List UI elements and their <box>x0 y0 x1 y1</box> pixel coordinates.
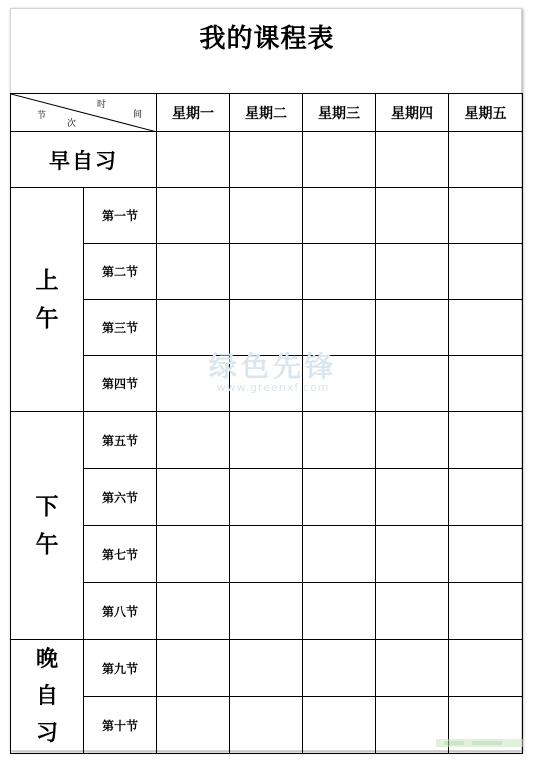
schedule-cell[interactable] <box>303 583 376 640</box>
period-row <box>11 469 523 526</box>
schedule-cell[interactable] <box>230 640 303 697</box>
schedule-cell[interactable] <box>157 244 230 300</box>
corner-logo-stamp <box>436 736 524 750</box>
schedule-cell[interactable] <box>449 188 523 244</box>
schedule-cell[interactable] <box>449 526 523 583</box>
schedule-cell[interactable] <box>303 356 376 412</box>
group-afternoon-char: 下 <box>35 492 59 520</box>
period-label: 第八节 <box>84 583 157 640</box>
schedule-cell[interactable] <box>230 526 303 583</box>
schedule-cell[interactable] <box>376 188 449 244</box>
schedule-cell[interactable] <box>376 356 449 412</box>
schedule-cell[interactable] <box>230 300 303 356</box>
period-label: 第二节 <box>84 244 157 300</box>
period-row <box>11 583 523 640</box>
schedule-cell[interactable] <box>157 469 230 526</box>
schedule-cell[interactable] <box>230 412 303 469</box>
schedule-cell[interactable] <box>157 300 230 356</box>
schedule-cell[interactable] <box>376 412 449 469</box>
period-row <box>11 356 523 412</box>
group-afternoon-char: 午 <box>35 530 59 558</box>
schedule-cell[interactable] <box>230 188 303 244</box>
schedule-cell[interactable] <box>449 132 523 188</box>
group-evening-char: 晚 <box>35 646 58 672</box>
period-label: 第七节 <box>84 526 157 583</box>
schedule-cell[interactable] <box>376 640 449 697</box>
period-row <box>11 526 523 583</box>
schedule-cell[interactable] <box>157 640 230 697</box>
corner-section-left: 节 <box>37 111 47 121</box>
schedule-cell[interactable] <box>376 132 449 188</box>
schedule-cell[interactable] <box>449 640 523 697</box>
schedule-cell[interactable] <box>303 244 376 300</box>
schedule-cell[interactable] <box>230 469 303 526</box>
schedule-cell[interactable] <box>230 356 303 412</box>
day-header-mon: 星期一 <box>157 94 230 132</box>
schedule-cell[interactable] <box>376 244 449 300</box>
schedule-cell[interactable] <box>449 244 523 300</box>
period-row <box>11 412 523 469</box>
period-label: 第十节 <box>84 697 157 754</box>
schedule-table <box>10 93 523 754</box>
group-morning <box>11 188 84 412</box>
day-header-wed: 星期三 <box>303 94 376 132</box>
schedule-cell[interactable] <box>230 697 303 754</box>
morning-study-label: 早自习 <box>11 132 157 188</box>
schedule-cell[interactable] <box>230 132 303 188</box>
group-morning-char: 上 <box>35 266 59 294</box>
schedule-cell[interactable] <box>303 188 376 244</box>
schedule-cell[interactable] <box>157 188 230 244</box>
group-evening-char: 习 <box>35 720 58 746</box>
corner-section-right: 次 <box>67 119 77 129</box>
period-row <box>11 188 523 244</box>
schedule-cell[interactable] <box>230 583 303 640</box>
period-label: 第一节 <box>84 188 157 244</box>
period-row <box>11 300 523 356</box>
period-label: 第四节 <box>84 356 157 412</box>
schedule-cell[interactable] <box>449 469 523 526</box>
corner-time-bottom: 间 <box>133 110 143 120</box>
page-title: 我的课程表 <box>199 24 335 54</box>
period-label: 第三节 <box>84 300 157 356</box>
schedule-cell[interactable] <box>230 244 303 300</box>
corner-cell <box>11 94 157 132</box>
schedule-cell[interactable] <box>303 640 376 697</box>
watermark-main: 绿色先锋 <box>208 350 337 383</box>
schedule-cell[interactable] <box>157 412 230 469</box>
day-header-fri: 星期五 <box>449 94 523 132</box>
schedule-cell[interactable] <box>157 132 230 188</box>
schedule-cell[interactable] <box>303 412 376 469</box>
morning-study-row <box>11 132 523 188</box>
schedule-cell[interactable] <box>157 583 230 640</box>
schedule-cell[interactable] <box>376 300 449 356</box>
schedule-cell[interactable] <box>449 412 523 469</box>
schedule-cell[interactable] <box>449 356 523 412</box>
period-row <box>11 244 523 300</box>
period-row <box>11 640 523 697</box>
schedule-cell[interactable] <box>449 300 523 356</box>
period-label: 第九节 <box>84 640 157 697</box>
schedule-cell[interactable] <box>303 526 376 583</box>
day-header-thu: 星期四 <box>376 94 449 132</box>
schedule-cell[interactable] <box>157 526 230 583</box>
watermark-url: www.greenxf.com <box>216 381 330 394</box>
group-morning-char: 午 <box>35 304 59 332</box>
corner-time-top: 时 <box>97 100 107 110</box>
group-evening-char: 自 <box>35 683 58 709</box>
schedule-cell[interactable] <box>303 469 376 526</box>
schedule-cell[interactable] <box>376 469 449 526</box>
period-label: 第六节 <box>84 469 157 526</box>
schedule-cell[interactable] <box>157 697 230 754</box>
schedule-cell[interactable] <box>303 132 376 188</box>
schedule-cell[interactable] <box>376 526 449 583</box>
header-row <box>11 94 523 132</box>
schedule-cell[interactable] <box>376 583 449 640</box>
schedule-cell[interactable] <box>449 583 523 640</box>
schedule-cell[interactable] <box>303 300 376 356</box>
group-afternoon <box>11 412 84 640</box>
period-label: 第五节 <box>84 412 157 469</box>
schedule-cell[interactable] <box>157 356 230 412</box>
group-evening <box>11 640 84 754</box>
day-header-tue: 星期二 <box>230 94 303 132</box>
schedule-cell[interactable] <box>303 697 376 754</box>
